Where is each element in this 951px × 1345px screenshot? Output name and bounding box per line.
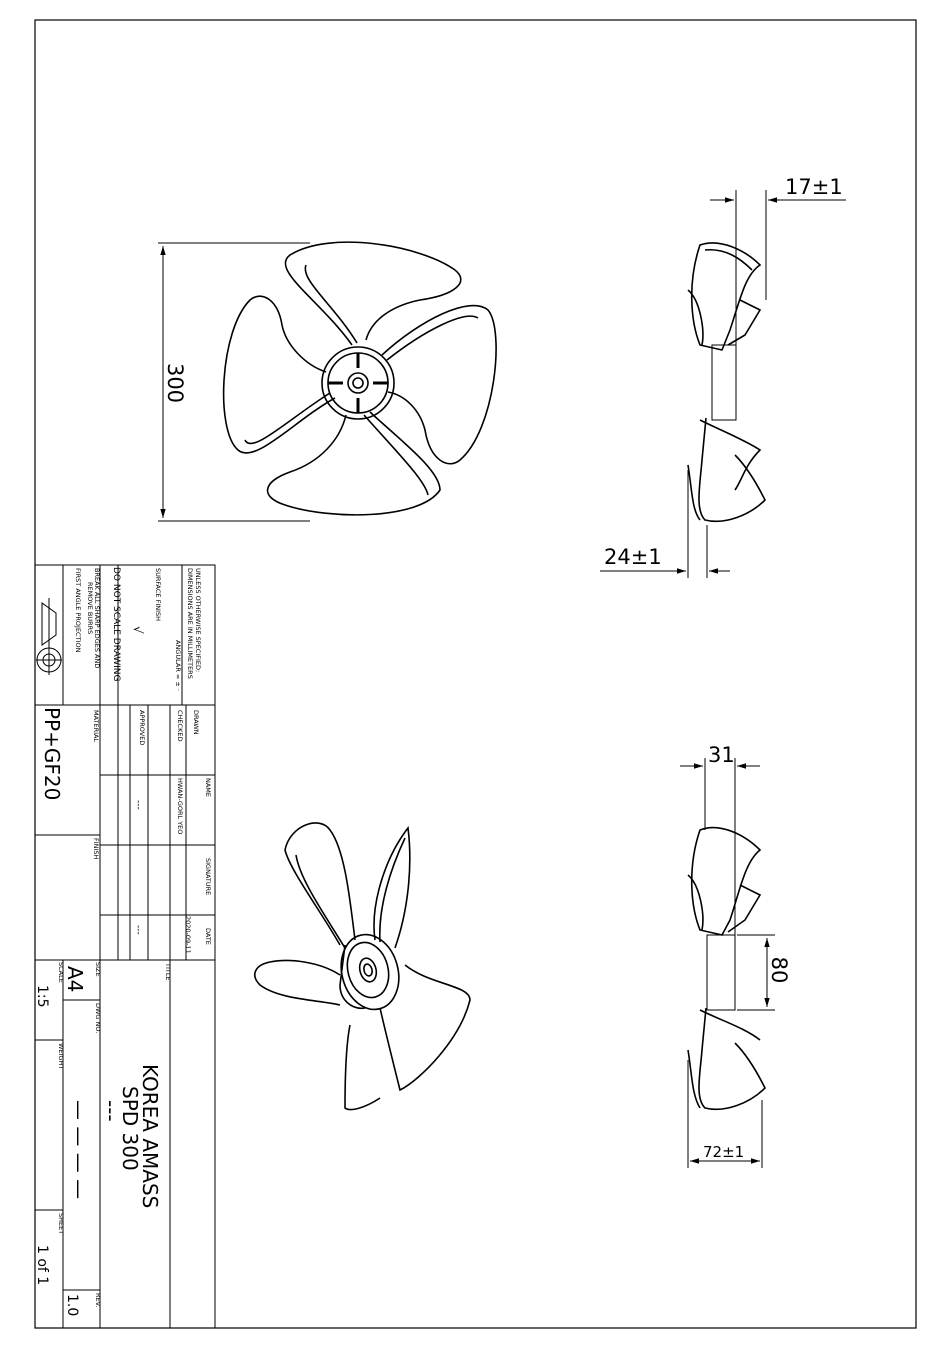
sheet-value: 1 of 1 — [34, 1245, 50, 1286]
note-remove-burrs: REMOVE BURRS — [86, 582, 94, 635]
dim-24-label: 24±1 — [604, 545, 662, 569]
dim-top-24 — [600, 470, 730, 578]
weight-label: WEIGHT — [57, 1043, 65, 1070]
approved-name: --- — [133, 800, 143, 810]
dim-top-17 — [710, 175, 846, 345]
row-finish: FINISH — [92, 838, 100, 860]
row-material: MATERIAL — [92, 710, 100, 743]
title-line3: --- — [99, 1100, 123, 1122]
title-line2: SPD 300 — [118, 1086, 142, 1171]
row-checked: CHECKED — [176, 710, 184, 742]
size-value: A4 — [63, 966, 87, 993]
drawn-date: 2020-09-11 — [184, 916, 192, 954]
dwg-no-label: DWG NO. — [94, 1003, 102, 1034]
rev-value: 1.0 — [64, 1294, 80, 1317]
dim-bottom-80 — [737, 935, 791, 1010]
scale-value: 1:5 — [34, 985, 50, 1008]
note-unless: UNLESS OTHERWISE SPECIFIED: — [194, 568, 202, 673]
fan-side-view-top — [688, 243, 765, 521]
sheet-label: SHEET — [57, 1213, 65, 1235]
dim-17-label: 17±1 — [785, 175, 843, 199]
title-label: TITLE — [164, 963, 172, 981]
fan-isometric-view — [255, 823, 470, 1110]
row-drawn: DRAWN — [192, 710, 200, 735]
dwg-no-value: — — — — — [67, 1100, 91, 1200]
scale-label: SCALE — [57, 962, 65, 983]
header-name: NAME — [204, 778, 212, 798]
header-signature: SIGNATURE — [204, 858, 212, 896]
note-angular: ANGULAR = ± · — [174, 640, 182, 691]
dim-diameter — [158, 243, 310, 521]
first-angle-projection-symbol — [36, 598, 62, 675]
material-value: PP+GF20 — [40, 707, 64, 801]
dim-31-label: 31 — [708, 743, 735, 767]
note-do-not-scale: DO NOT SCALE DRAWING — [111, 567, 121, 682]
title-block — [34, 565, 215, 1328]
fan-front-view — [224, 242, 496, 515]
header-date: DATE — [204, 928, 212, 945]
note-surface-finish: SURFACE FINISH — [154, 568, 162, 622]
note-break-edges: BREAK ALL SHARP EDGES AND — [93, 568, 101, 669]
surface-finish-symbol: √ — [131, 626, 145, 634]
approved-date: --- — [133, 925, 143, 935]
row-approved: APPROVED — [138, 710, 146, 746]
drawing-border — [35, 20, 916, 1328]
note-projection: FIRST ANGLE PROJECTION — [74, 568, 82, 653]
rev-label: REV. — [94, 1293, 102, 1308]
dim-72-label: 72±1 — [703, 1143, 745, 1161]
note-dimensions: DIMENSIONS ARE IN MILLIMETERS — [186, 568, 194, 679]
fan-side-view-bottom — [688, 828, 765, 1110]
dim-80-label: 80 — [767, 956, 791, 984]
dim-300-label: 300 — [163, 362, 187, 404]
title-line1: KOREA AMASS — [138, 1064, 162, 1209]
size-label: SIZE — [94, 962, 102, 977]
drawn-name: HWAN-GORL YEO — [176, 778, 184, 835]
